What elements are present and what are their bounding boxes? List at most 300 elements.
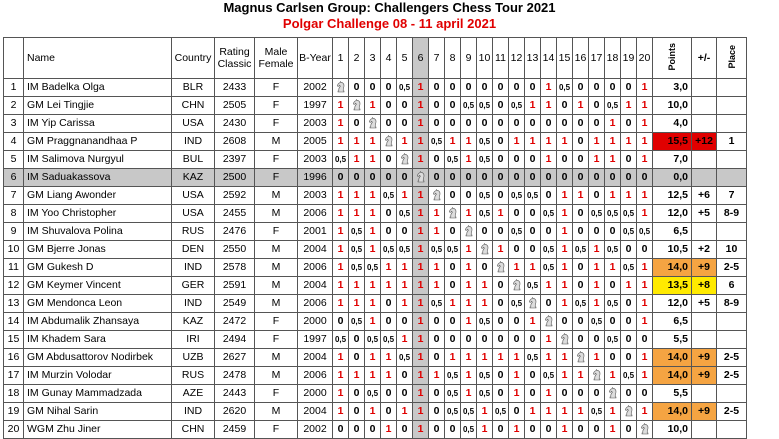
result-cell	[509, 133, 525, 151]
result-value: 0	[497, 387, 504, 399]
player-sex: M	[255, 349, 298, 367]
result-cell	[397, 421, 413, 439]
result-cell	[509, 367, 525, 385]
result-cell	[429, 385, 445, 403]
result-value: 1	[641, 189, 648, 201]
result-cell	[333, 421, 349, 439]
result-cell	[333, 259, 349, 277]
result-cell	[413, 277, 429, 295]
player-sex: F	[255, 97, 298, 115]
player-place	[717, 151, 747, 169]
player-rating: 2592	[215, 187, 255, 205]
result-value: 0,5	[510, 101, 523, 110]
result-value: 0	[529, 333, 536, 345]
result-cell	[589, 187, 605, 205]
result-cell	[429, 223, 445, 241]
result-cell	[637, 331, 653, 349]
result-cell	[493, 133, 509, 151]
result-value: 1	[481, 351, 488, 363]
result-value: 1	[369, 297, 376, 309]
result-cell	[509, 79, 525, 97]
result-value: 0	[577, 135, 584, 147]
result-value: 0,5	[446, 155, 459, 164]
result-cell	[573, 151, 589, 169]
result-value: 0	[401, 117, 408, 129]
result-cell	[557, 421, 573, 439]
result-value: 0	[385, 387, 392, 399]
result-cell	[541, 223, 557, 241]
result-cell	[381, 79, 397, 97]
player-sex: F	[255, 151, 298, 169]
player-country: RUS	[172, 223, 215, 241]
result-cell	[509, 97, 525, 115]
player-birth-year: 2003	[298, 187, 333, 205]
result-value: 0	[497, 171, 504, 183]
player-country: CHN	[172, 97, 215, 115]
player-place: 2-5	[717, 367, 747, 385]
result-value: 0	[609, 279, 616, 291]
player-birth-year: 2006	[298, 205, 333, 223]
result-value: 1	[353, 135, 360, 147]
result-value: 1	[417, 225, 424, 237]
result-value: 0	[385, 207, 392, 219]
player-plus-minus	[692, 151, 717, 169]
result-value: 1	[449, 351, 456, 363]
result-cell	[573, 295, 589, 313]
player-index: 16	[4, 349, 24, 367]
player-place: 6	[717, 277, 747, 295]
player-country: USA	[172, 187, 215, 205]
player-birth-year: 2004	[298, 277, 333, 295]
result-cell	[589, 97, 605, 115]
result-cell	[525, 187, 541, 205]
player-name: IM Abdumalik Zhansaya	[24, 313, 172, 331]
result-value: 0	[433, 81, 440, 93]
player-plus-minus	[692, 97, 717, 115]
result-value: 1	[369, 207, 376, 219]
result-value: 0,5	[558, 83, 571, 92]
result-cell	[637, 385, 653, 403]
result-cell	[637, 205, 653, 223]
header-round: 12	[509, 38, 525, 79]
result-cell	[621, 151, 637, 169]
result-cell	[557, 313, 573, 331]
player-name: WGM Zhu Jiner	[24, 421, 172, 439]
result-value: 1	[625, 279, 632, 291]
result-value: 0	[577, 387, 584, 399]
result-value: 1	[337, 387, 344, 399]
player-place	[717, 115, 747, 133]
result-cell	[477, 133, 493, 151]
player-birth-year: 2006	[298, 295, 333, 313]
result-cell	[525, 367, 541, 385]
player-row	[4, 295, 747, 313]
result-value: 0	[577, 279, 584, 291]
player-index: 3	[4, 115, 24, 133]
result-value: 1	[641, 369, 648, 381]
result-cell	[525, 133, 541, 151]
result-value: 1	[369, 405, 376, 417]
result-cell	[477, 115, 493, 133]
result-value: 0	[465, 117, 472, 129]
player-sex: M	[255, 403, 298, 421]
result-cell	[365, 277, 381, 295]
result-value: 0,5	[430, 137, 443, 146]
result-cell	[333, 313, 349, 331]
result-value: 1	[369, 279, 376, 291]
result-cell	[381, 187, 397, 205]
header-round: 11	[493, 38, 509, 79]
result-cell	[365, 97, 381, 115]
result-value: 1	[417, 423, 424, 435]
result-value: 1	[465, 135, 472, 147]
result-value: 1	[641, 117, 648, 129]
result-cell	[429, 169, 445, 187]
result-value: 0,5	[350, 263, 363, 272]
result-cell	[525, 205, 541, 223]
result-cell	[381, 169, 397, 187]
result-cell	[365, 79, 381, 97]
result-cell	[445, 241, 461, 259]
result-value: 1	[337, 369, 344, 381]
player-name: IM Murzin Volodar	[24, 367, 172, 385]
result-cell	[445, 367, 461, 385]
player-rating: 2459	[215, 421, 255, 439]
player-place: 1	[717, 133, 747, 151]
result-cell	[637, 151, 653, 169]
result-cell	[413, 331, 429, 349]
player-index: 19	[4, 403, 24, 421]
result-value: 1	[337, 243, 344, 255]
result-cell	[509, 259, 525, 277]
result-value: 0	[449, 189, 456, 201]
result-value: 1	[465, 153, 472, 165]
result-cell	[573, 259, 589, 277]
result-cell	[573, 367, 589, 385]
result-value: 0	[401, 315, 408, 327]
result-cell	[621, 241, 637, 259]
result-value: 1	[369, 225, 376, 237]
result-cell	[541, 295, 557, 313]
result-value: 0	[609, 171, 616, 183]
result-cell	[621, 349, 637, 367]
result-cell	[349, 205, 365, 223]
result-cell	[333, 349, 349, 367]
result-value: 0	[545, 225, 552, 237]
result-value: 0	[513, 207, 520, 219]
result-cell	[509, 295, 525, 313]
result-cell	[365, 169, 381, 187]
result-value: 0	[401, 225, 408, 237]
result-value: 1	[561, 369, 568, 381]
result-value: 1	[369, 135, 376, 147]
result-cell	[477, 277, 493, 295]
header-round: 2	[349, 38, 365, 79]
result-value: 1	[545, 99, 552, 111]
result-cell	[397, 187, 413, 205]
result-cell	[637, 241, 653, 259]
result-value: 0	[545, 297, 552, 309]
result-cell	[333, 169, 349, 187]
result-cell	[349, 367, 365, 385]
result-value: 1	[465, 243, 472, 255]
player-place	[717, 97, 747, 115]
result-value: 0	[481, 171, 488, 183]
result-value: 0,5	[366, 389, 379, 398]
result-value: 0	[337, 315, 344, 327]
result-value: 0,5	[398, 83, 411, 92]
result-cell	[477, 421, 493, 439]
result-cell	[381, 115, 397, 133]
result-value: 0	[577, 81, 584, 93]
result-value: 1	[609, 369, 616, 381]
result-value: 1	[577, 189, 584, 201]
result-cell	[429, 97, 445, 115]
player-name: GM Praggnanandhaa P	[24, 133, 172, 151]
result-cell	[365, 421, 381, 439]
result-cell	[621, 205, 637, 223]
result-value: 0	[625, 243, 632, 255]
result-value: 1	[593, 243, 600, 255]
result-cell	[445, 79, 461, 97]
self-cell-knight-icon	[509, 277, 525, 295]
result-cell	[365, 151, 381, 169]
result-cell	[557, 169, 573, 187]
self-cell-knight-icon	[333, 79, 349, 97]
result-value: 0	[513, 81, 520, 93]
result-value: 0	[561, 387, 568, 399]
result-cell	[429, 295, 445, 313]
player-rating: 2550	[215, 241, 255, 259]
result-cell	[557, 385, 573, 403]
result-value: 0	[481, 225, 488, 237]
result-cell	[557, 115, 573, 133]
result-cell	[461, 313, 477, 331]
result-value: 1	[337, 135, 344, 147]
result-cell	[413, 313, 429, 331]
result-value: 0,5	[478, 101, 491, 110]
result-value: 0,5	[622, 263, 635, 272]
result-value: 1	[609, 135, 616, 147]
player-rating: 2591	[215, 277, 255, 295]
result-value: 0,5	[574, 299, 587, 308]
header-rating: Rating Classic	[215, 38, 255, 79]
result-cell	[509, 241, 525, 259]
result-value: 0	[625, 171, 632, 183]
header-round: 5	[397, 38, 413, 79]
result-cell	[509, 421, 525, 439]
player-plus-minus	[692, 169, 717, 187]
result-value: 1	[545, 387, 552, 399]
result-cell	[397, 277, 413, 295]
player-name: GM Lei Tingjie	[24, 97, 172, 115]
result-value: 0	[401, 369, 408, 381]
player-rating: 2476	[215, 223, 255, 241]
result-value: 1	[465, 279, 472, 291]
result-cell	[557, 187, 573, 205]
result-value: 0,5	[478, 389, 491, 398]
result-value: 1	[641, 351, 648, 363]
result-cell	[509, 223, 525, 241]
header-round: 7	[429, 38, 445, 79]
result-cell	[445, 421, 461, 439]
result-value: 1	[577, 369, 584, 381]
header-round: 18	[605, 38, 621, 79]
result-value: 1	[417, 315, 424, 327]
player-plus-minus: +9	[692, 259, 717, 277]
player-points: 14,0	[653, 259, 692, 277]
result-cell	[493, 313, 509, 331]
result-value: 1	[481, 423, 488, 435]
result-value: 0	[625, 387, 632, 399]
result-value: 1	[433, 225, 440, 237]
result-value: 0	[385, 117, 392, 129]
result-value: 0	[497, 333, 504, 345]
result-cell	[333, 385, 349, 403]
result-cell	[637, 295, 653, 313]
result-cell	[365, 403, 381, 421]
result-cell	[557, 133, 573, 151]
player-row	[4, 223, 747, 241]
result-value: 1	[545, 351, 552, 363]
result-value: 1	[561, 189, 568, 201]
result-value: 1	[417, 135, 424, 147]
result-cell	[413, 367, 429, 385]
result-value: 0	[529, 423, 536, 435]
result-cell	[413, 421, 429, 439]
result-value: 1	[401, 333, 408, 345]
result-value: 1	[609, 423, 616, 435]
result-cell	[461, 151, 477, 169]
player-country: IND	[172, 403, 215, 421]
result-cell	[541, 169, 557, 187]
result-cell	[477, 205, 493, 223]
result-value: 1	[609, 153, 616, 165]
player-place: 2-5	[717, 403, 747, 421]
player-place	[717, 79, 747, 97]
player-row	[4, 385, 747, 403]
player-points: 15,5	[653, 133, 692, 151]
result-value: 1	[433, 261, 440, 273]
result-value: 0	[449, 99, 456, 111]
result-value: 0	[369, 171, 376, 183]
result-value: 0	[609, 225, 616, 237]
result-cell	[509, 349, 525, 367]
result-cell	[381, 241, 397, 259]
self-cell-knight-icon	[477, 241, 493, 259]
result-cell	[605, 421, 621, 439]
result-cell	[429, 367, 445, 385]
result-cell	[349, 169, 365, 187]
result-cell	[573, 115, 589, 133]
result-cell	[365, 241, 381, 259]
result-value: 0,5	[542, 263, 555, 272]
result-cell	[557, 403, 573, 421]
player-birth-year: 2004	[298, 241, 333, 259]
result-value: 0,5	[382, 335, 395, 344]
result-value: 1	[529, 315, 536, 327]
result-value: 1	[481, 279, 488, 291]
result-value: 0	[369, 423, 376, 435]
player-plus-minus: +2	[692, 241, 717, 259]
result-cell	[637, 223, 653, 241]
result-value: 0	[353, 387, 360, 399]
result-cell	[445, 385, 461, 403]
result-value: 0	[497, 153, 504, 165]
result-value: 1	[353, 207, 360, 219]
result-cell	[381, 313, 397, 331]
result-value: 0	[577, 225, 584, 237]
result-cell	[349, 313, 365, 331]
player-birth-year: 2000	[298, 385, 333, 403]
result-value: 0	[353, 81, 360, 93]
header-round: 1	[333, 38, 349, 79]
result-value: 0	[641, 387, 648, 399]
result-value: 0	[625, 153, 632, 165]
result-cell	[349, 241, 365, 259]
result-value: 1	[497, 351, 504, 363]
result-value: 1	[353, 153, 360, 165]
result-value: 0	[497, 423, 504, 435]
result-cell	[381, 205, 397, 223]
result-value: 0	[353, 333, 360, 345]
result-cell	[349, 79, 365, 97]
self-cell-knight-icon	[461, 223, 477, 241]
result-value: 1	[513, 135, 520, 147]
player-birth-year: 1997	[298, 331, 333, 349]
result-cell	[429, 241, 445, 259]
result-cell	[365, 331, 381, 349]
header-round: 20	[637, 38, 653, 79]
result-cell	[605, 277, 621, 295]
result-value: 0	[385, 315, 392, 327]
result-cell	[541, 79, 557, 97]
player-birth-year: 2004	[298, 349, 333, 367]
result-cell	[557, 295, 573, 313]
result-value: 0	[369, 81, 376, 93]
result-value: 0	[401, 423, 408, 435]
result-value: 0	[577, 207, 584, 219]
result-cell	[413, 259, 429, 277]
player-points: 10,5	[653, 241, 692, 259]
result-cell	[397, 169, 413, 187]
result-cell	[365, 313, 381, 331]
self-cell-knight-icon	[429, 187, 445, 205]
result-cell	[525, 79, 541, 97]
result-value: 0,5	[398, 353, 411, 362]
result-cell	[381, 223, 397, 241]
player-sex: F	[255, 313, 298, 331]
result-cell	[397, 385, 413, 403]
result-cell	[621, 259, 637, 277]
result-value: 0	[529, 225, 536, 237]
result-cell	[509, 187, 525, 205]
result-value: 1	[545, 333, 552, 345]
result-value: 1	[401, 405, 408, 417]
result-cell	[573, 187, 589, 205]
result-cell	[605, 241, 621, 259]
result-cell	[477, 187, 493, 205]
result-value: 0	[465, 189, 472, 201]
result-cell	[333, 115, 349, 133]
result-cell	[477, 367, 493, 385]
result-value: 0,5	[430, 245, 443, 254]
result-value: 1	[417, 261, 424, 273]
player-country: RUS	[172, 367, 215, 385]
result-value: 0	[577, 423, 584, 435]
player-name: IM Yip Carissa	[24, 115, 172, 133]
result-value: 0	[385, 405, 392, 417]
